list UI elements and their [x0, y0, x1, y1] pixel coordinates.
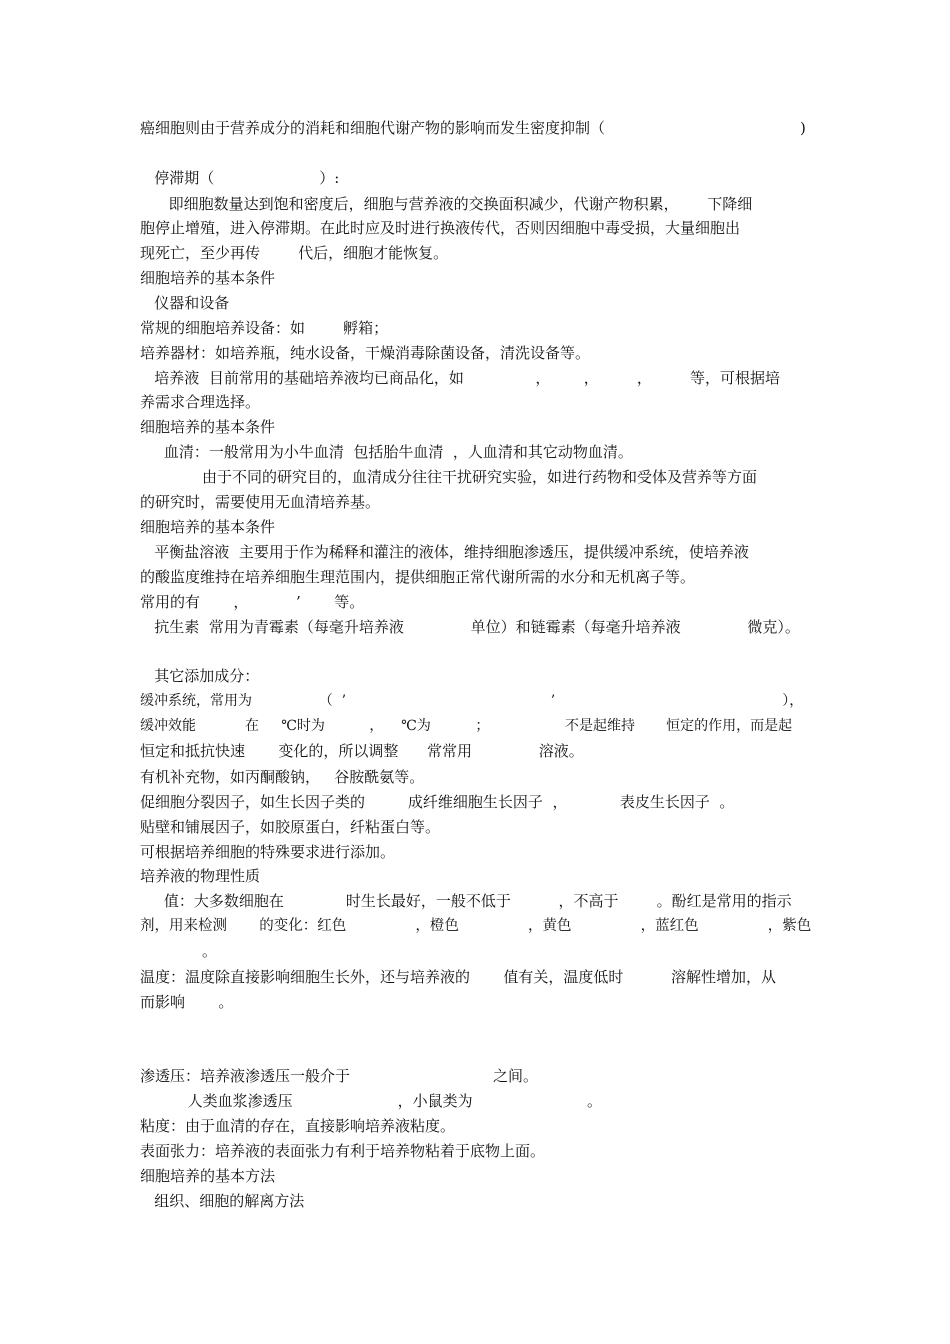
section-heading: 细胞培养的基本条件: [140, 518, 276, 536]
text-line: 缓冲系统，常用为 （ ’ ’ ），: [140, 693, 804, 709]
text-line: 而影响 。: [140, 993, 234, 1011]
text-line: 常用的有 ， ’ 等。: [140, 593, 365, 611]
text-line: 促细胞分裂因子，如生长因子类的 成纤维细胞生长因子 ， 表皮生长因子 。: [140, 793, 735, 811]
text-line: 癌细胞则由于营养成分的消耗和细胞代谢产物的影响而发生密度抑制（: [140, 119, 606, 137]
text-line: 养需求合理选择。: [140, 393, 261, 411]
closing-paren: ): [800, 119, 806, 137]
text-line: 有机补充物，如丙酮酸钠， 谷胺酰氨等。: [140, 768, 425, 786]
section-heading: 细胞培养的基本方法: [140, 1167, 276, 1185]
stationary-phase-heading: 停滞期（ ）:: [140, 169, 340, 187]
text-line: 表面张力：培养液的表面张力有利于培养物粘着于底物上面。: [140, 1142, 546, 1160]
text-line: 可根据培养细胞的特殊要求进行添加。: [140, 843, 396, 861]
text-line: 平衡盐溶液 主要用于作为稀释和灌注的液体，维持细胞渗透压，提供缓冲系统，使培养液: [140, 543, 749, 561]
text-line: 抗生素 常用为青霉素（每毫升培养液 单位）和链霉素（每毫升培养液 微克）。: [140, 618, 800, 636]
text-line: 胞停止增殖，进入停滞期。在此时应及时进行换液传代，否则因细胞中毒受损，大量细胞出: [140, 219, 741, 237]
text-line: 值：大多数细胞在 时生长最好，一般不低于 ，不高于 。酚红是常用的指示: [140, 892, 792, 910]
text-line: 的酸监度维持在培养细胞生理范围内，提供细胞正常代谢所需的水分和无机离子等。: [140, 568, 696, 586]
text-line: 由于不同的研究目的，血清成分往往干扰研究实验，如进行药物和受体及营养等方面: [140, 468, 757, 486]
text-line: 贴壁和铺展因子，如胶原蛋白，纤粘蛋白等。: [140, 818, 441, 836]
text-line: 血清：一般常用为小牛血清 包括胎牛血清 ，人血清和其它动物血清。: [140, 443, 633, 461]
text-line: 粘度：由于血清的存在，直接影响培养液粘度。: [140, 1117, 456, 1135]
text-line: 即细胞数量达到饱和密度后，细胞与营养液的交换面积减少，代谢产物积累， 下降细: [140, 195, 753, 213]
subheading: 其它添加成分：: [140, 667, 260, 685]
text-line: 恒定和抵抗快速 变化的，所以调整 常常用 溶液。: [140, 742, 584, 760]
section-heading: 培养液的物理性质: [140, 867, 261, 885]
subheading: 组织、细胞的解离方法: [140, 1192, 305, 1210]
text-line: 培养液 目前常用的基础培养液均已商品化，如 ， ， ， 等，可根据培: [140, 369, 781, 387]
text-line: 培养器材：如培养瓶，纯水设备，干燥消毒除菌设备，清洗设备等。: [140, 344, 591, 362]
text-line: 人类血浆渗透压 ，小鼠类为 。: [140, 1092, 603, 1110]
subheading: 仪器和设备: [140, 294, 230, 312]
text-line: 渗透压：培养液渗透压一般介于 之间。: [140, 1067, 539, 1085]
text-line: 的研究时，需要使用无血清培养基。: [140, 493, 381, 511]
text-line: 缓冲效能 在 ℃时为 ， ℃为 ； 不是起维持 恒定的作用，而是起: [140, 718, 793, 734]
text-line: 。: [140, 942, 217, 960]
text-line: 现死亡，至少再传 代后，细胞才能恢复。: [140, 244, 449, 262]
text-line: 温度：温度除直接影响细胞生长外，还与培养液的 值有关，温度低时 溶解性增加，从: [140, 968, 777, 986]
section-heading: 细胞培养的基本条件: [140, 269, 276, 287]
text-line: 剂，用来检测 的变化：红色 ，橙色 ，黄色 ，蓝红色 ，紫色: [140, 918, 812, 934]
text-line: 常规的细胞培养设备：如 孵箱；: [140, 319, 389, 337]
section-heading: 细胞培养的基本条件: [140, 418, 276, 436]
